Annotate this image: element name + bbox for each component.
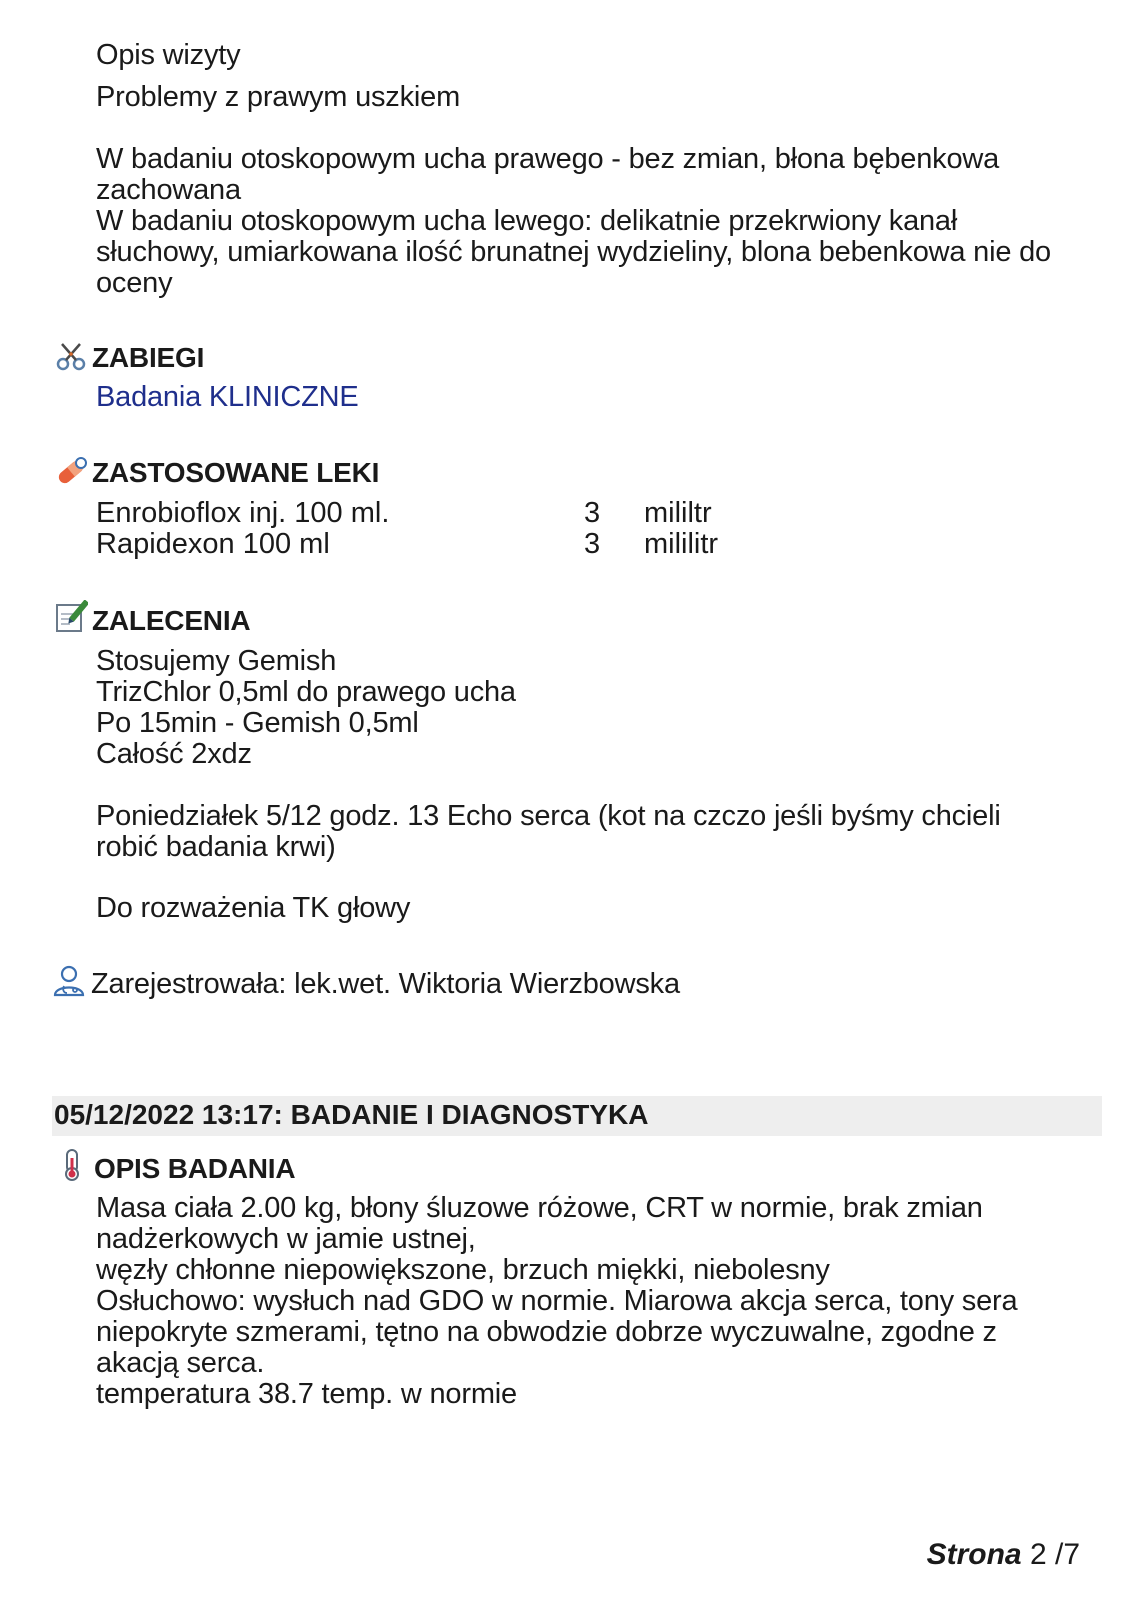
- zalecenia-instructions: [96, 646, 516, 770]
- medication-qty: 3: [584, 497, 601, 529]
- exam-description-line: Osłuchowo: wysłuch nad GDO w normie. Miarowa akcja serca, tony sera: [96, 1285, 1018, 1317]
- scissors-icon: [54, 340, 88, 374]
- exam-line: słuchowy, umiarkowana ilość brunatnej wydzieliny, blona bebenkowa nie do: [96, 236, 1051, 268]
- exam-line: zachowana: [96, 174, 241, 206]
- exam-description-line: nadżerkowych w jamie ustnej,: [96, 1223, 476, 1255]
- zalecenia-appointment: [96, 801, 1001, 863]
- instruction-line: Całość 2xdz: [96, 738, 252, 770]
- opis-badania-title: OPIS BADANIA: [94, 1153, 296, 1184]
- visit-exam-text: [96, 144, 1051, 299]
- doctor-icon: [52, 964, 86, 998]
- zalecenia-consider: Do rozważenia TK głowy: [96, 892, 411, 924]
- medication-qty: 3: [584, 528, 601, 560]
- thermometer-icon: [56, 1148, 90, 1182]
- visit-problem: Problemy z prawym uszkiem: [96, 81, 461, 113]
- page-separator: /: [1054, 1538, 1064, 1571]
- exam-line: W badaniu otoskopowym ucha lewego: delikatnie przekrwiony kanał: [96, 205, 958, 237]
- medication-name: Rapidexon 100 ml: [96, 528, 330, 560]
- visit-heading: Opis wizyty: [96, 39, 241, 71]
- exam-description-line: niepokryte szmerami, tętno na obwodzie dobrze wyczuwalne, zgodne z: [96, 1316, 997, 1348]
- pill-icon: [54, 455, 88, 489]
- medication-unit: mililtr: [644, 497, 712, 529]
- page-current: 2: [1029, 1538, 1047, 1571]
- section-banner: [52, 1096, 1102, 1136]
- instruction-line: Stosujemy Gemish: [96, 645, 337, 677]
- zabiegi-item: Badania KLINICZNE: [96, 381, 359, 413]
- section-banner-title: 05/12/2022 13:17: BADANIE I DIAGNOSTYKA: [54, 1099, 649, 1130]
- exam-description-line: węzły chłonne niepowiększone, brzuch miękki, niebolesny: [96, 1254, 830, 1286]
- exam-line: oceny: [96, 267, 173, 299]
- zabiegi-title: ZABIEGI: [92, 342, 205, 373]
- medication-name: Enrobioflox inj. 100 ml.: [96, 497, 390, 529]
- page-total: 7: [1063, 1538, 1080, 1571]
- instruction-line: TrizChlor 0,5ml do prawego ucha: [96, 676, 516, 708]
- zalecenia-title: ZALECENIA: [92, 605, 251, 636]
- leki-title: ZASTOSOWANE LEKI: [92, 457, 380, 488]
- instruction-line: Po 15min - Gemish 0,5ml: [96, 707, 419, 739]
- registered-by: Zarejestrowała: lek.wet. Wiktoria Wierzbowska: [91, 968, 680, 1000]
- opis-badania-text: [96, 1193, 1017, 1410]
- appointment-line: robić badania krwi): [96, 831, 336, 863]
- exam-line: W badaniu otoskopowym ucha prawego - bez zmian, błona bębenkowa: [96, 143, 1000, 175]
- exam-description-line: temperatura 38.7 temp. w normie: [96, 1378, 517, 1410]
- exam-description-line: Masa ciała 2.00 kg, błony śluzowe różowe, CRT w normie, brak zmian: [96, 1192, 983, 1224]
- page-label: Strona: [926, 1538, 1022, 1571]
- page-number: [927, 1538, 1080, 1572]
- medication-unit: mililitr: [644, 528, 719, 560]
- exam-description-line: akacją serca.: [96, 1347, 265, 1379]
- appointment-line: Poniedziałek 5/12 godz. 13 Echo serca (kot na czczo jeśli byśmy chcieli: [96, 800, 1001, 832]
- edit-note-icon: [54, 600, 88, 634]
